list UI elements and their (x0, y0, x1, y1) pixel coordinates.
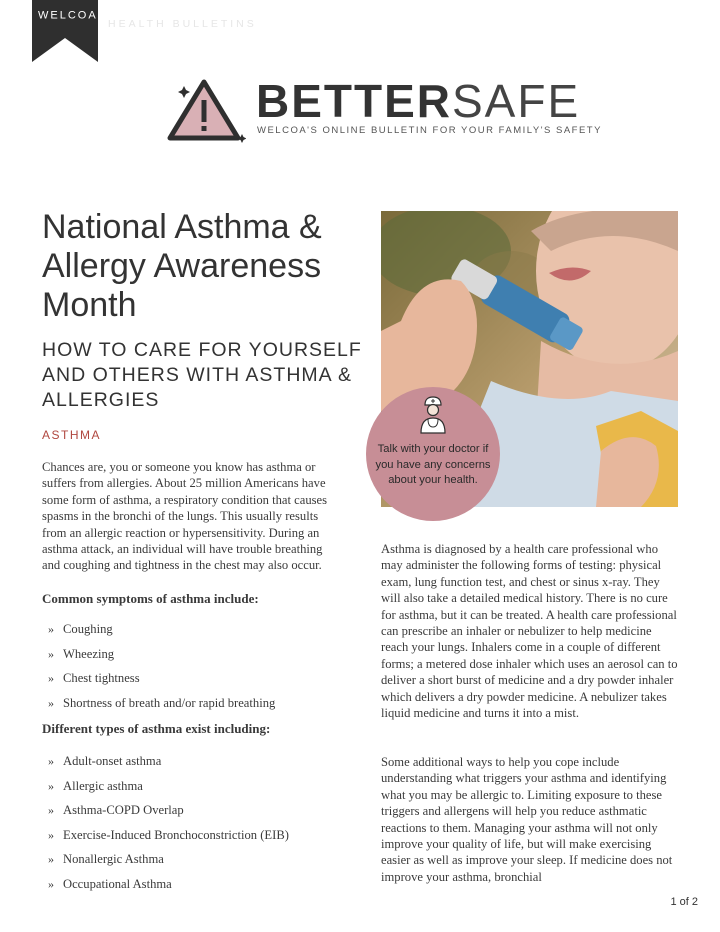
page-number: 1 of 2 (670, 896, 698, 908)
list-item: » Wheezing (48, 646, 115, 661)
asthma-types-list (48, 753, 348, 901)
bullet-chevron-icon: » (48, 778, 54, 793)
coping-paragraph: Some additional ways to help you cope include understanding what triggers your asthma and identifying what you may be allergic to. Limiting exposure to these triggers and allergens will help you reduce asthmatic reactions to them. Managing your asthma will not only improve your quality of life, but will make exercising easier as well as improve your sleep. If medicine does not improve your asthma, bronchial (381, 755, 673, 884)
list-item: » Exercise-Induced Bronchoconstriction (EIB) (48, 827, 289, 842)
bullet-chevron-icon: » (48, 827, 54, 842)
bullet-chevron-icon: » (48, 671, 54, 686)
health-bulletins-label: HEALTH BULLETINS (108, 18, 257, 30)
list-item: » Chest tightness (48, 671, 140, 686)
symptoms-heading: Common symptoms of asthma include: (42, 591, 259, 606)
list-item: » Shortness of breath and/or rapid breathing (48, 695, 276, 710)
list-item: » Allergic asthma (48, 778, 143, 793)
diagnosis-paragraph: Asthma is diagnosed by a health care professional who may administer the following forms of testing: physical exam, lung function test, and chest or sinus x-ray. They will also take a detailed medical history. There is no cure for asthma, but it can be treated. A health care professional can prescribe an inhaler or nebulizer to help medicine reach your lungs. Inhalers come in a couple of different forms; a metered dose inhaler which uses an aerosol can to deliver a short burst of medicine and a dry powder inhaler which delivers a dry powder medicine. A nebulizer takes liquid medicine and turns it into a mist. (381, 542, 678, 721)
list-item: » Occupational Asthma (48, 876, 172, 891)
bullet-chevron-icon: » (48, 646, 54, 661)
list-item: » Nonallergic Asthma (48, 852, 164, 867)
bullet-chevron-icon: » (48, 622, 54, 636)
types-heading: Different types of asthma exist including: (42, 721, 271, 736)
bullet-chevron-icon: » (48, 852, 54, 867)
article-subtitle: HOW TO CARE FOR YOURSELF AND OTHERS WITH ASTHMA & ALLERGIES (42, 339, 362, 411)
bullet-chevron-icon: » (48, 876, 54, 891)
warning-triangle-icon (166, 76, 246, 144)
article-title: National Asthma & Allergy Awareness Month (42, 208, 322, 324)
bettersafe-tagline: WELCOA'S ONLINE BULLETIN FOR YOUR FAMILY'S SAFETY (257, 125, 602, 136)
list-item: » Adult-onset asthma (48, 754, 162, 768)
bullet-chevron-icon: » (48, 803, 54, 818)
callout-text: Talk with your doctor if you have any concerns about your health. (375, 443, 491, 486)
bullet-chevron-icon: » (48, 754, 54, 768)
intro-paragraph: Chances are, you or someone you know has asthma or suffers from allergies. About 25 million Americans have some form of asthma, a respiratory condition that causes spasms in the bronchi of the lungs. This usually results from an allergic reaction or hypersensitivity. During an asthma attack, an individual will have trouble breathing and coughing and tightness in the chest may also occur. (42, 460, 328, 573)
symptoms-list (48, 621, 348, 719)
list-item: » Coughing (48, 622, 113, 636)
bullet-chevron-icon: » (48, 695, 54, 710)
section-label-asthma: ASTHMA (42, 428, 102, 442)
list-item: » Asthma-COPD Overlap (48, 803, 184, 818)
doctor-icon (418, 396, 448, 434)
callout-bubble (366, 387, 500, 521)
bettersafe-wordmark: BETTERSAFE (256, 75, 581, 127)
welcoa-logo-text: WELCOA• (38, 9, 103, 22)
